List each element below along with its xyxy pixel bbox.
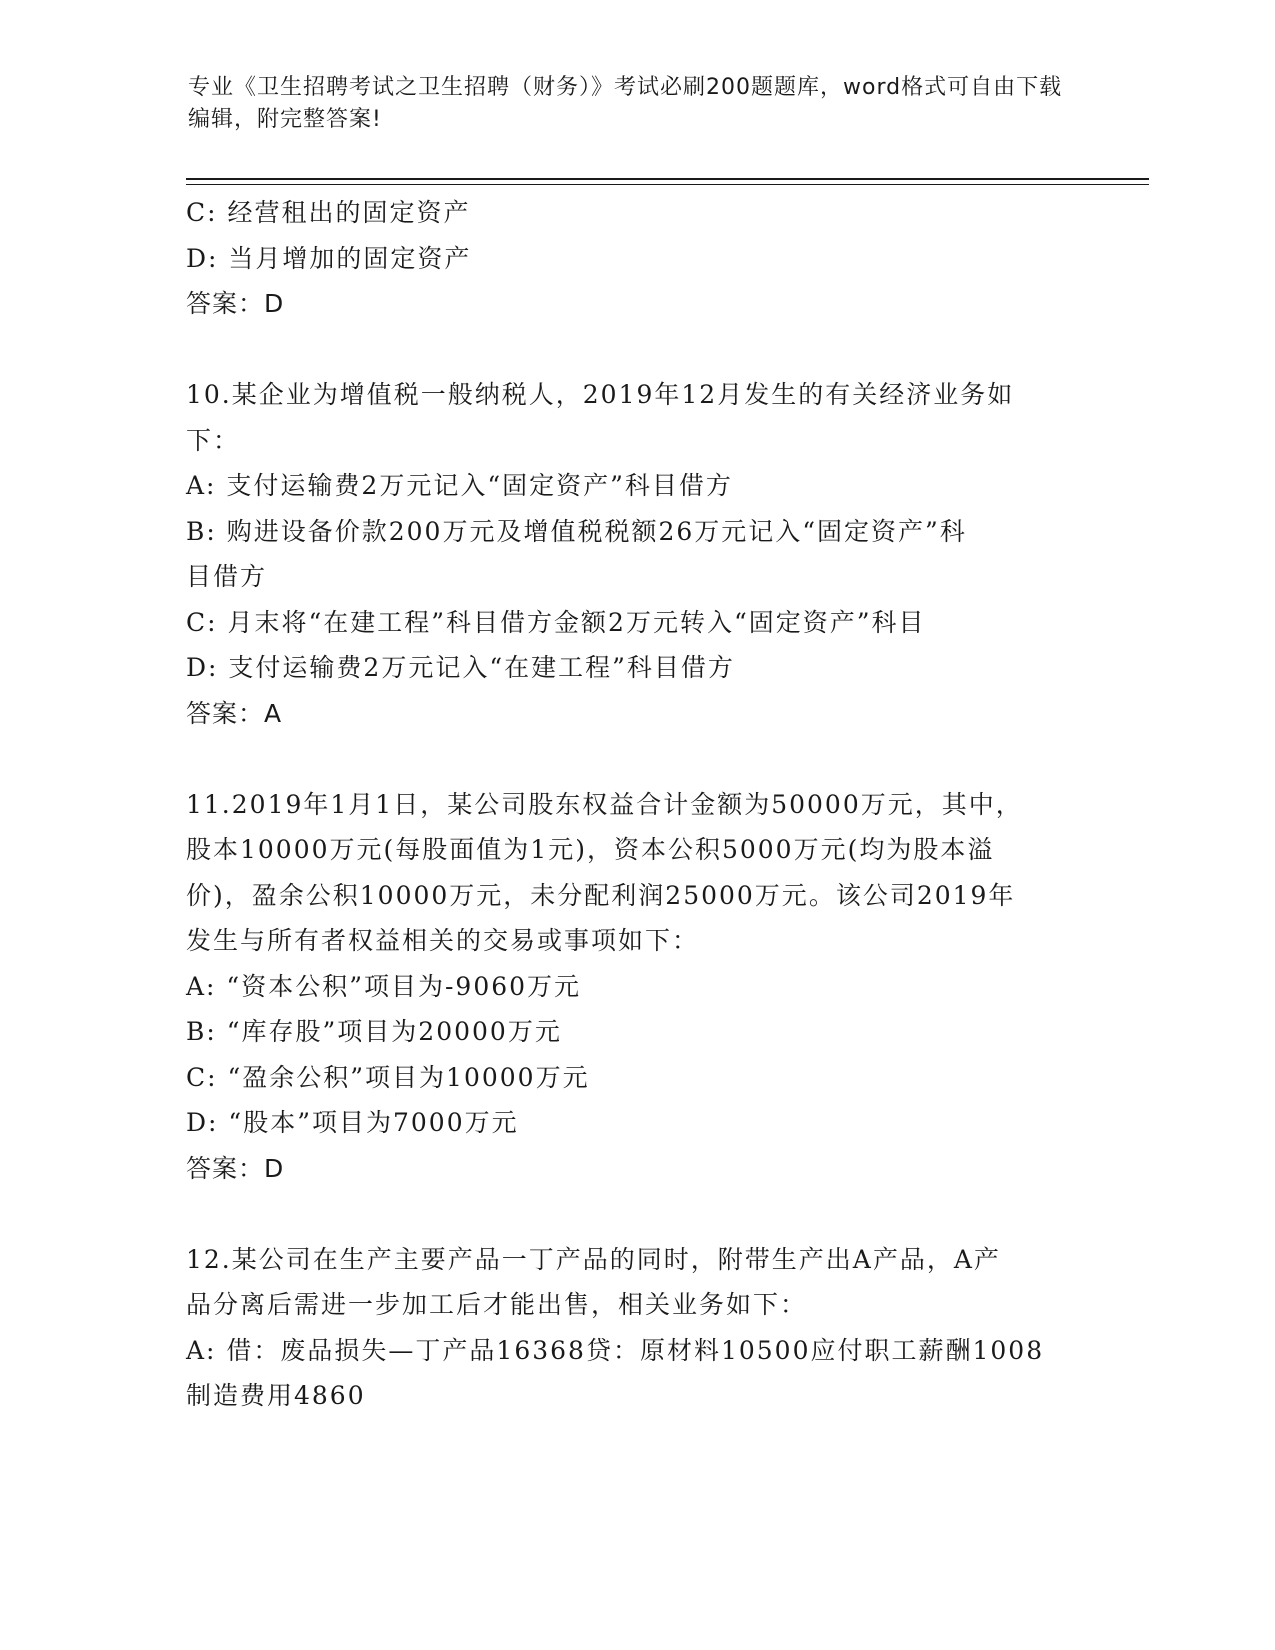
q10-stem-line-1: 10.某企业为增值税一般纳税人，2019年12月发生的有关经济业务如 bbox=[186, 380, 1015, 409]
q11-stem-line-3: 价)，盈余公积10000万元，未分配利润25000万元。该公司2019年 bbox=[186, 880, 1016, 910]
header-rule-thin bbox=[186, 184, 1149, 185]
q10-stem-line-2: 下： bbox=[186, 425, 241, 455]
header-title: 专业《卫生招聘考试之卫生招聘（财务）》考试必刷200题题库，word格式可自由下载编辑，附完整答案! bbox=[188, 75, 1063, 132]
q10-option-d: D: 支付运输费2万元记入“在建工程”科目借方 bbox=[186, 653, 735, 682]
q11-option-b: B: “库存股”项目为20000万元 bbox=[186, 1017, 562, 1046]
spacer bbox=[186, 736, 1086, 782]
q11-answer: 答案：D bbox=[186, 1153, 285, 1183]
document-header bbox=[188, 72, 1068, 136]
q9-option-d: D: 当月增加的固定资产 bbox=[186, 243, 472, 273]
q10-option-b-line-2: 目借方 bbox=[186, 562, 268, 591]
q10-option-c: C: 月末将“在建工程”科目借方金额2万元转入“固定资产”科目 bbox=[186, 607, 926, 637]
q11-stem-line-2: 股本10000万元(每股面值为1元)，资本公积5000万元(均为股本溢 bbox=[186, 835, 995, 864]
q12-option-a-line-1: A: 借：废品损失—丁产品16368贷：原材料10500应付职工薪酬1008 bbox=[186, 1335, 1045, 1365]
q12-stem-line-2: 品分离后需进一步加工后才能出售，相关业务如下： bbox=[186, 1290, 808, 1319]
q11-stem-line-4: 发生与所有者权益相关的交易或事项如下： bbox=[186, 926, 700, 955]
q9-option-c: C: 经营租出的固定资产 bbox=[186, 198, 471, 227]
q9-answer: 答案：D bbox=[186, 289, 285, 318]
q12-stem-line-1: 12.某公司在生产主要产品一丁产品的同时，附带生产出A产品，A产 bbox=[186, 1244, 1001, 1274]
q11-option-a: A: “资本公积”项目为-9060万元 bbox=[186, 971, 582, 1001]
q10-answer: 答案：A bbox=[186, 698, 283, 728]
q11-stem-line-1: 11.2019年1月1日，某公司股东权益合计金额为50000万元，其中， bbox=[186, 789, 1023, 819]
q11-option-d: D: “股本”项目为7000万元 bbox=[186, 1108, 519, 1137]
spacer bbox=[186, 1191, 1086, 1237]
question-content bbox=[186, 190, 1086, 1419]
q10-option-b-line-1: B: 购进设备价款200万元及增值税税额26万元记入“固定资产”科 bbox=[186, 516, 967, 546]
header-rule-thick bbox=[186, 178, 1149, 180]
q10-option-a: A: 支付运输费2万元记入“固定资产”科目借方 bbox=[186, 471, 733, 500]
q11-option-c: C: “盈余公积”项目为10000万元 bbox=[186, 1062, 590, 1092]
spacer bbox=[186, 327, 1086, 373]
q12-option-a-line-2: 制造费用4860 bbox=[186, 1381, 366, 1410]
